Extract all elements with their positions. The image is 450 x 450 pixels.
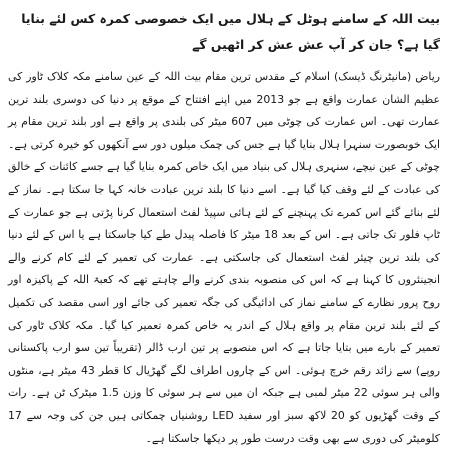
article-body: ریاض (مانیٹرنگ ڈیسک) اسلام کے مقدس ترین مقام بیت اللہ کے عین سامنے مکہ کلاک ٹاور کی عظیم الشان عمارت واقع ہے جو 2013 میں اپنے افتتاح کے موقع پر دنیا کی دوسری بلند ترین عمارت تھی۔ اس عمارت کی چوٹی میں 607 میٹر کی بلندی پر واقع ہے اور بلند ترین مقام پر ایک خوبصورت سنہرا ہلال بنایا گیا ہے جس کی چمک میلوں دور سے آنکھوں کو خیرہ کرتی ہے۔ چوٹی کے عین نیچے، سنہری ہلال کی بنیاد میں ایک خاص کمرہ بنایا گیا ہے جسے کائنات کے خالق کی عبادت کے لئے وقف کیا گیا ہے۔ اسے دنیا کا بلند ترین عبادت خانہ کہا جا سکتا ہے۔ نماز کے لئے بنائے گئے اس کمرے تک پہنچنے کے لئے ہائی سپیڈ لفٹ استعمال کرنا پڑتی ہے جو عمارت کے ٹاپ فلور تک جاتی ہے۔ اس کے بعد 18 میٹر کا فاصلہ پیدل طے کیا جاسکتا ہے یا اس کے لئے دنیا کی بلند ترین چیئر لفٹ استعمال کی جاسکتی ہے۔ عمارت کی تعمیر کے لئے کام کرنے والے انجینئروں کا کہنا ہے کہ اس کی منصوبہ بندی کرنے والے چاہتے تھے کہ کعبۃ اللہ کے پاکیزہ اور روح پرور نظارے کے سامنے نماز کی ادائیگی کی جگہ تعمیر کی جائے اور اسی مقصد کی تکمیل کے لئے بلند ترین مقام پر واقع ہلال کے اندر یہ خاص کمرہ تعمیر کیا گیا۔ مکہ کلاک ٹاور کی تعمیر کے بارے میں بتایا جاتا ہے کہ اس منصوبے پر تین ارب ڈالر (تقریباً تین سو ارب پاکستانی روپے) سے زائد رقم خرچ ہوئی۔ اس کے چاروں اطراف لگے گھڑیال کا قطر 43 میٹر ہے، منٹوں والی ہر سوئی 22 میٹر لمبی ہے جبکہ ان میں سے ہر سوئی کا وزن 1.5 میٹرک ٹن ہے۔ رات کے وقت گھڑیوں کو 20 لاکھ سبز اور سفید LED روشنیاں چمکاتی ہیں جن کی وجہ سے 17 کلومیٹر کی دوری سے بھی وقت درست طور پر دیکھا جاسکتا ہے۔ — [8, 70, 441, 445]
article-title: بیت اللہ کے سامنے ہوٹل کے ہلال میں ایک خصوصی کمرہ کس لئے بنایا گیا ہے؟ جان کر آپ عش عش کر اٹھیں گے — [21, 11, 440, 52]
